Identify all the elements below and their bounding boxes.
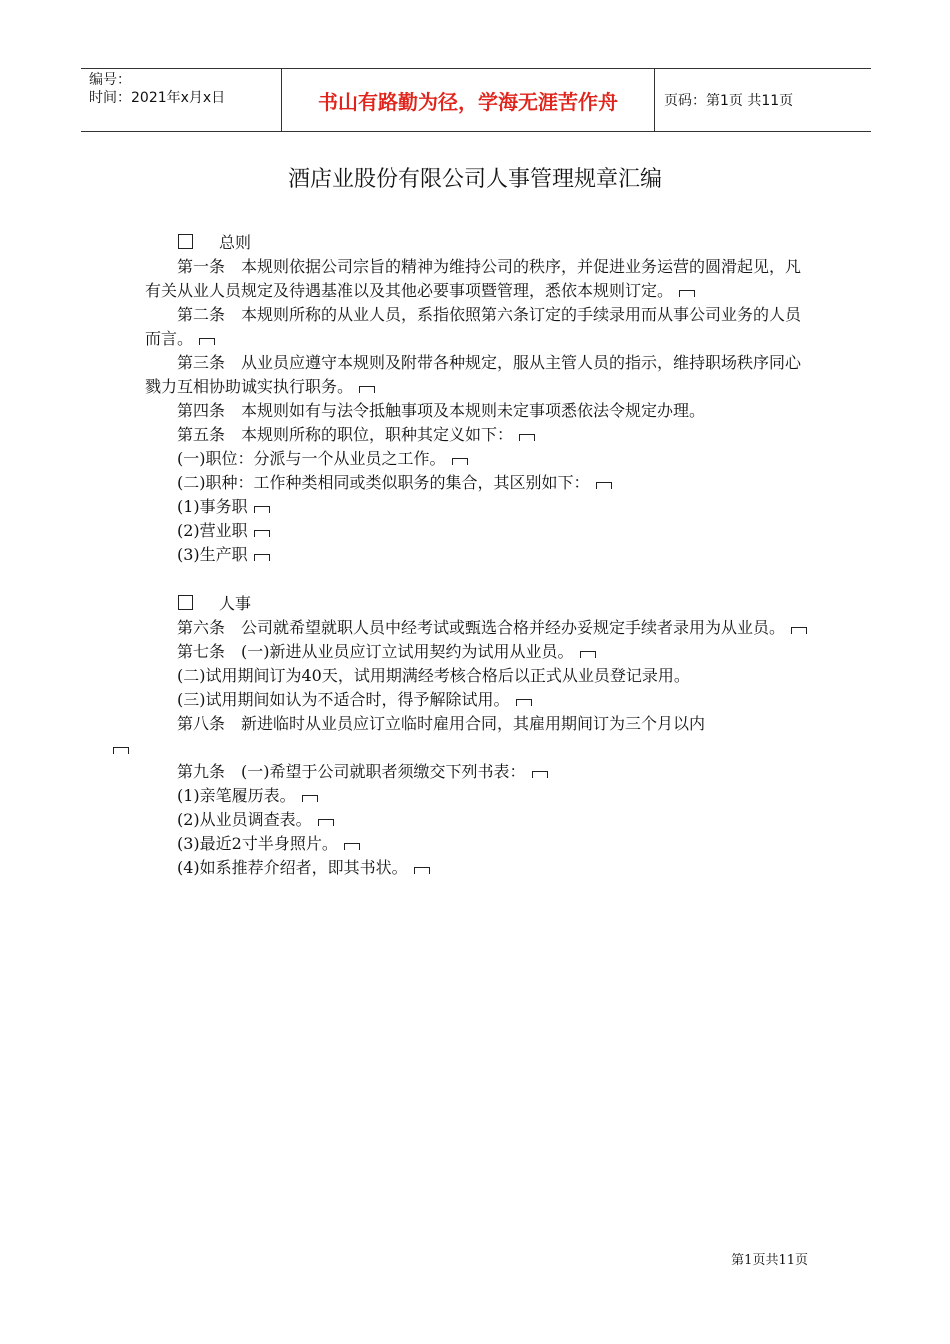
paragraph-mark-icon bbox=[254, 506, 270, 513]
paragraph-mark-icon bbox=[254, 554, 270, 561]
paragraph-mark-icon bbox=[596, 482, 612, 489]
paragraph: (4)如系推荐介绍者，即其书状。 bbox=[145, 856, 810, 880]
document-body bbox=[145, 231, 810, 880]
paragraph: (2)从业员调查表。 bbox=[145, 808, 810, 832]
paragraph: 第七条 (一)新进从业员应订立试用契约为试用从业员。 bbox=[145, 640, 810, 664]
paragraph-mark-icon bbox=[199, 338, 215, 345]
paragraph: (3)生产职 bbox=[145, 543, 810, 567]
section-heading: 人事 bbox=[145, 592, 810, 616]
paragraph-mark-icon bbox=[791, 627, 807, 634]
paragraph-mark-icon bbox=[302, 795, 318, 802]
paragraph: 第五条 本规则所称的职位，职种其定义如下： bbox=[145, 423, 810, 447]
paragraph-mark-icon bbox=[318, 819, 334, 826]
paragraph-mark-icon bbox=[532, 771, 548, 778]
paragraph: 第三条 从业员应遵守本规则及附带各种规定，服从主管人员的指示，维持职场秩序同心戮力互相协助诚实执行职务。 bbox=[145, 353, 802, 396]
checkbox-icon bbox=[178, 234, 193, 249]
date-label: 时间：2021年x月x日 bbox=[89, 90, 226, 106]
paragraph-mark-icon bbox=[516, 699, 532, 706]
header-page-label: 页码：第1页 共11页 bbox=[664, 93, 794, 109]
paragraph: 第八条 新进临时从业员应订立临时雇用合同，其雇用期间订为三个月以内 bbox=[145, 712, 810, 760]
number-label: 编号： bbox=[89, 72, 131, 88]
paragraph-mark-icon bbox=[519, 434, 535, 441]
page-header bbox=[81, 68, 871, 132]
paragraph-mark-icon bbox=[344, 843, 360, 850]
paragraph: 第二条 本规则所称的从业人员，系指依照第六条订定的手续录用而从事公司业务的人员而言。 bbox=[145, 305, 802, 348]
paragraph: 第九条 (一)希望于公司就职者须缴交下列书表： bbox=[145, 760, 810, 784]
paragraph: (三)试用期间如认为不适合时，得予解除试用。 bbox=[145, 688, 810, 712]
paragraph: (1)亲笔履历表。 bbox=[145, 784, 810, 808]
header-motto: 书山有路勤为径，学海无涯苦作舟 bbox=[282, 69, 655, 131]
section-heading: 总则 bbox=[145, 231, 810, 255]
checkbox-icon bbox=[178, 595, 193, 610]
paragraph: (1)事务职 bbox=[145, 495, 810, 519]
paragraph: (3)最近2寸半身照片。 bbox=[145, 832, 810, 856]
paragraph: (二)职种：工作种类相同或类似职务的集合，其区别如下： bbox=[145, 471, 810, 495]
paragraph-mark-icon bbox=[254, 530, 270, 537]
paragraph: 第四条 本规则如有与法令抵触事项及本规则未定事项悉依法令规定办理。 bbox=[177, 401, 706, 420]
page-footer: 第1页共11页 bbox=[731, 1253, 808, 1268]
paragraph-mark-icon bbox=[452, 458, 468, 465]
paragraph-mark-icon bbox=[359, 386, 375, 393]
paragraph: 第一条 本规则依据公司宗旨的精神为维持公司的秩序，并促进业务运营的圆滑起见，凡有关从业人员规定及待遇基准以及其他必要事项暨管理，悉依本规则订定。 bbox=[145, 257, 802, 300]
paragraph: (2)营业职 bbox=[145, 519, 810, 543]
paragraph-mark-icon bbox=[679, 290, 695, 297]
paragraph-mark-icon bbox=[414, 867, 430, 874]
paragraph: (二)试用期间订为40天，试用期满经考核合格后以正式从业员登记录用。 bbox=[177, 666, 690, 685]
paragraph-mark-icon bbox=[113, 747, 129, 754]
document-title: 酒店业股份有限公司人事管理规章汇编 bbox=[287, 167, 662, 192]
paragraph: 第六条 公司就希望就职人员中经考试或甄选合格并经办妥规定手续者录用为从业员。 bbox=[145, 616, 810, 640]
header-meta bbox=[81, 69, 282, 131]
paragraph-mark-icon bbox=[580, 651, 596, 658]
paragraph: (一)职位：分派与一个从业员之工作。 bbox=[145, 447, 810, 471]
